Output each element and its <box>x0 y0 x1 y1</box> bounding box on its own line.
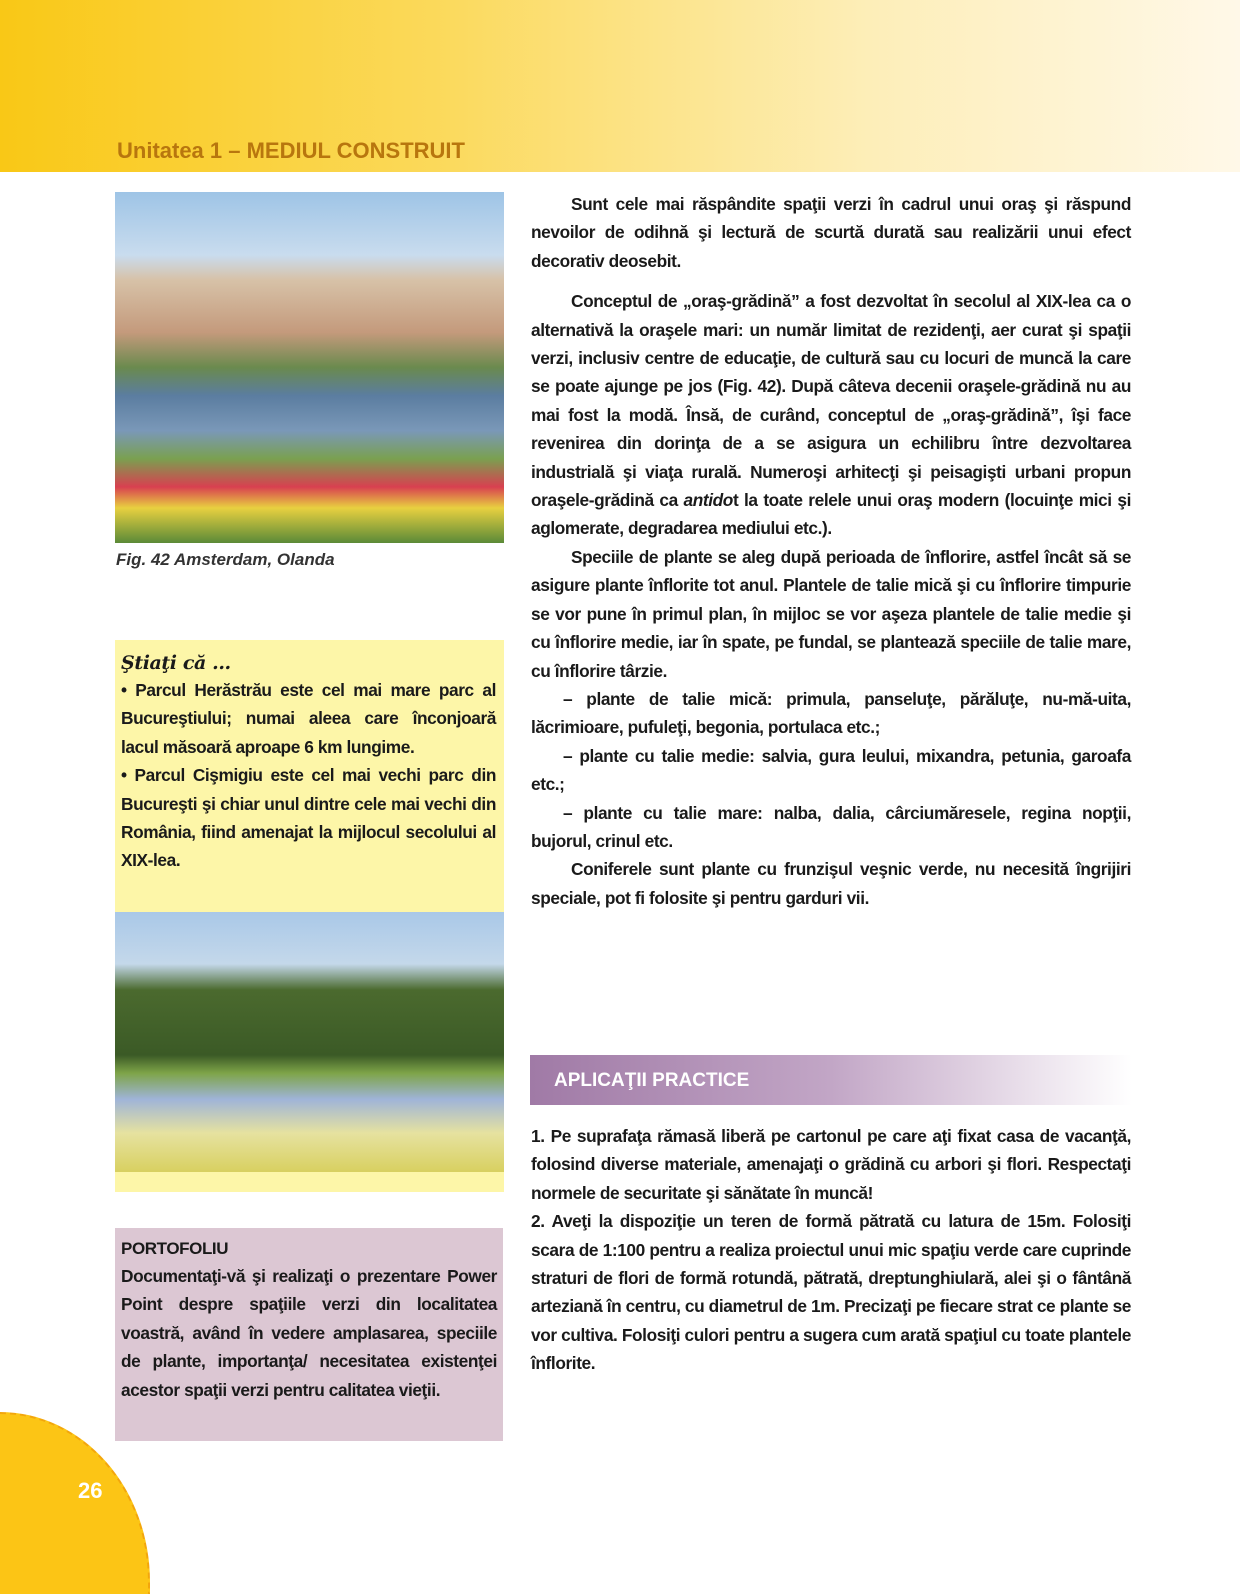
paragraph-text: Conceptul de „oraş-grădină” a fost dezvoltat în secolul al XIX-lea ca o alternativă la oraşele mari: un număr limitat de rezidenţi, aer curat şi spaţii verzi, inclusiv centre de educaţie, de cultură sau cu locuri de muncă la care se poate ajunge pe jos (Fig. 42). După câteva decenii oraşele-grădină nu au mai fost la modă. Însă, de curând, conceptul de „oraş-grădină”, îşi face revenirea din dorinţa de a se asigura un echilibru între dezvoltarea industrială şi viaţa rurală. Numeroşi arhitecţi şi peisagişti urbani propun oraşele-grădină ca <box>531 291 1131 511</box>
unit-title: Unitatea 1 – MEDIUL CONSTRUIT <box>117 138 465 163</box>
park-photo <box>115 912 504 1172</box>
paragraph: Coniferele sunt plante cu frunzişul veşnic verde, nu necesită îngrijiri speciale, pot fi folosite şi pentru garduri vii. <box>531 859 1131 908</box>
portfolio-text: Documentaţi-vă şi realizaţi o prezentare Power Point despre spaţiile verzi din localitatea voastră, având în vedere amplasarea, speciile de plante, importanţa/ necesitatea existenţei acestor spaţii verzi pentru calitatea vieţii. <box>121 1266 497 1400</box>
did-you-know-title: Ştiaţi că ... <box>121 652 231 674</box>
figure-caption: Fig. 42 Amsterdam, Olanda <box>116 550 335 569</box>
list-item: – plante de talie mică: primula, panseluţe, părăluţe, nu-mă-uita, lăcrimioare, pufuleţi, begonia, portulaca etc.; <box>531 688 1131 738</box>
paragraph: Speciile de plante se aleg după perioada de înflorire, astfel încât să se asigure plante înflorite tot anul. Plantele de talie mică şi cu înflorire timpurie se vor pune în primul plan, în mijloc se vor aşeza plantele de talie medie şi cu înflorire medie, iar în spate, pe fundal, se plantează speciile de talie mare, cu înflorire târzie. <box>531 546 1131 681</box>
did-you-know-box <box>115 640 504 1192</box>
page-header-band <box>0 0 1240 172</box>
practical-applications-header: APLICAŢII PRACTICE <box>530 1055 1132 1105</box>
amsterdam-photo <box>115 192 504 543</box>
list-item: – plante cu talie medie: salvia, gura leului, mixandra, petunia, garoafa etc.; <box>531 745 1131 795</box>
page-number: 26 <box>78 1478 103 1503</box>
task-item: 2. Aveţi la dispoziţie un teren de formă pătrată cu latura de 15m. Folosiţi scara de 1:100 pentru a realiza proiectul unui mic spaţiu verde care cuprinde straturi de flori de formă rotundă, pătrată, dreptunghiulară, alei şi o fântână arteziană în centru, cu diametrul de 1m. Precizaţi pe fiecare strat ce plante se vor cultiva. Folosiţi culori pentru a sugera cum arată spaţiul cu toate plantele înflorite. <box>531 1211 1131 1374</box>
portfolio-title: PORTOFOLIU <box>121 1239 229 1258</box>
paragraph-text: t la toate relele unui oraş modern (locuinţe mici şi aglomerate, degradarea mediului etc.). <box>531 490 1131 539</box>
fact-item: • Parcul Herăstrău este cel mai mare parc al Bucureştiului; numai aleea care înconjoară lacul măsoară aproape 6 km lungime. <box>121 680 496 757</box>
practical-applications <box>531 1122 1131 1378</box>
task-item <box>531 1122 1131 1207</box>
fact-item: • Parcul Cişmigiu este cel mai vechi parc din Bucureşti şi chiar unul dintre cele mai vechi din România, fiind amenajat la mijlocul secolului al XIX-lea. <box>121 765 496 871</box>
main-text <box>531 190 1131 912</box>
paragraph <box>531 287 1131 543</box>
emphasis: antido <box>683 490 733 511</box>
paragraph: Sunt cele mai răspândite spaţii verzi în cadrul unui oraş şi răspund nevoilor de odihnă şi lectură de scurtă durată sau realizării unui efect decorativ deosebit. <box>531 194 1131 271</box>
list-item: – plante cu talie mare: nalba, dalia, cârciumăresele, regina nopţii, bujorul, crinul etc. <box>531 802 1131 851</box>
task-text: 1. Pe suprafaţa rămasă liberă pe cartonul pe care aţi fixat casa de vacanţă, folosind diverse materiale, amenajaţi o grădină cu arbori şi flori. <box>531 1126 1131 1175</box>
task-safety-note: Respectaţi normele de securitate şi sănătate în muncă! <box>531 1154 1131 1203</box>
portfolio-box <box>115 1228 503 1441</box>
